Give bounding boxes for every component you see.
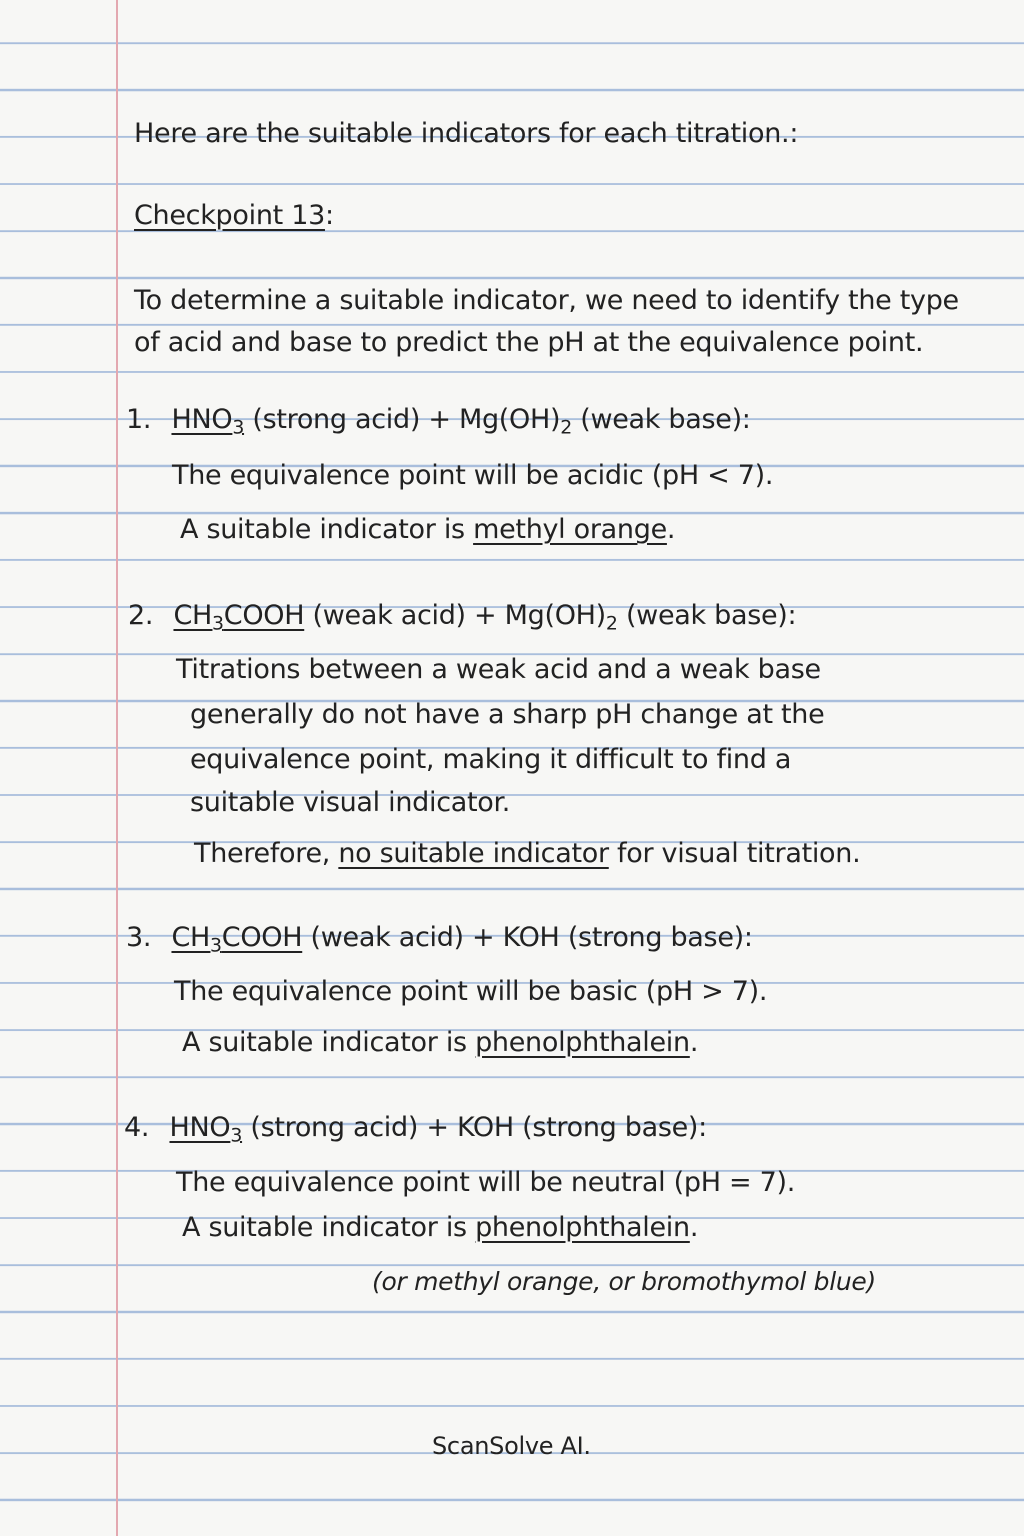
footer-brand: ScanSolve AI. [432, 1432, 591, 1460]
item-4-alternatives: (or methyl orange, or bromothymol blue) [372, 1267, 876, 1296]
item-4-number: 4. [124, 1112, 150, 1143]
item-1-line-1: The equivalence point will be acidic (pH < 7). [172, 460, 774, 491]
item-2-para-line-2: generally do not have a sharp pH change at the [190, 699, 825, 730]
item-1-number: 1. [126, 404, 152, 435]
item-2-acid-formula: $CH_3COOH$ [173, 600, 305, 635]
item-1-indicator: methyl orange [473, 514, 667, 545]
item-3-line-1: The equivalence point will be basic (pH > 7). [174, 976, 768, 1007]
margin-line [116, 0, 118, 1536]
item-4-line-1: The equivalence point will be neutral (pH = 7). [176, 1167, 796, 1198]
item-3-line-2: A suitable indicator is phenolphthalein. [182, 1027, 699, 1058]
item-2-para-line-3: equivalence point, making it difficult to find a [190, 744, 792, 775]
intro-text: Here are the suitable indicators for each titration.: [134, 118, 799, 149]
checkpoint-heading [134, 198, 334, 234]
lead-line-2: of acid and base to predict the pH at the equivalence point. [134, 327, 924, 358]
item-4-indicator: phenolphthalein [475, 1212, 690, 1243]
item-2-heading: 2. $CH_3COOH$ (weak acid) + $Mg(OH)_2$ (weak base): [128, 600, 797, 635]
item-3-number: 3. [126, 922, 152, 953]
item-3-heading: 3. $CH_3COOH$ (weak acid) + KOH (strong base): [126, 922, 753, 957]
item-2-no-indicator: no suitable indicator [338, 838, 609, 869]
item-2-therefore: Therefore, no suitable indicator for visual titration. [194, 838, 861, 869]
item-2-para-line-1: Titrations between a weak acid and a weak base [176, 654, 821, 685]
item-1-line-2: A suitable indicator is methyl orange. [180, 514, 676, 545]
checkpoint-colon: : [324, 200, 334, 231]
item-4-acid-formula: $HNO_3$ [169, 1112, 243, 1147]
item-4-line-2: A suitable indicator is phenolphthalein. [182, 1212, 699, 1243]
checkpoint-label: Checkpoint 13 [134, 200, 325, 231]
item-2-para-line-4: suitable visual indicator. [190, 787, 511, 818]
lead-line-1: To determine a suitable indicator, we need to identify the type [134, 285, 959, 316]
item-3-acid-formula: $CH_3COOH$ [171, 922, 303, 957]
item-1-heading: 1. $HNO_3$ (strong acid) + $Mg(OH)_2$ (weak base): [126, 404, 751, 439]
item-1-acid-formula: $HNO_3$ [171, 404, 245, 439]
item-2-number: 2. [128, 600, 154, 631]
item-3-indicator: phenolphthalein [475, 1027, 690, 1058]
item-4-heading: 4. $HNO_3$ (strong acid) + KOH (strong base): [124, 1112, 707, 1147]
